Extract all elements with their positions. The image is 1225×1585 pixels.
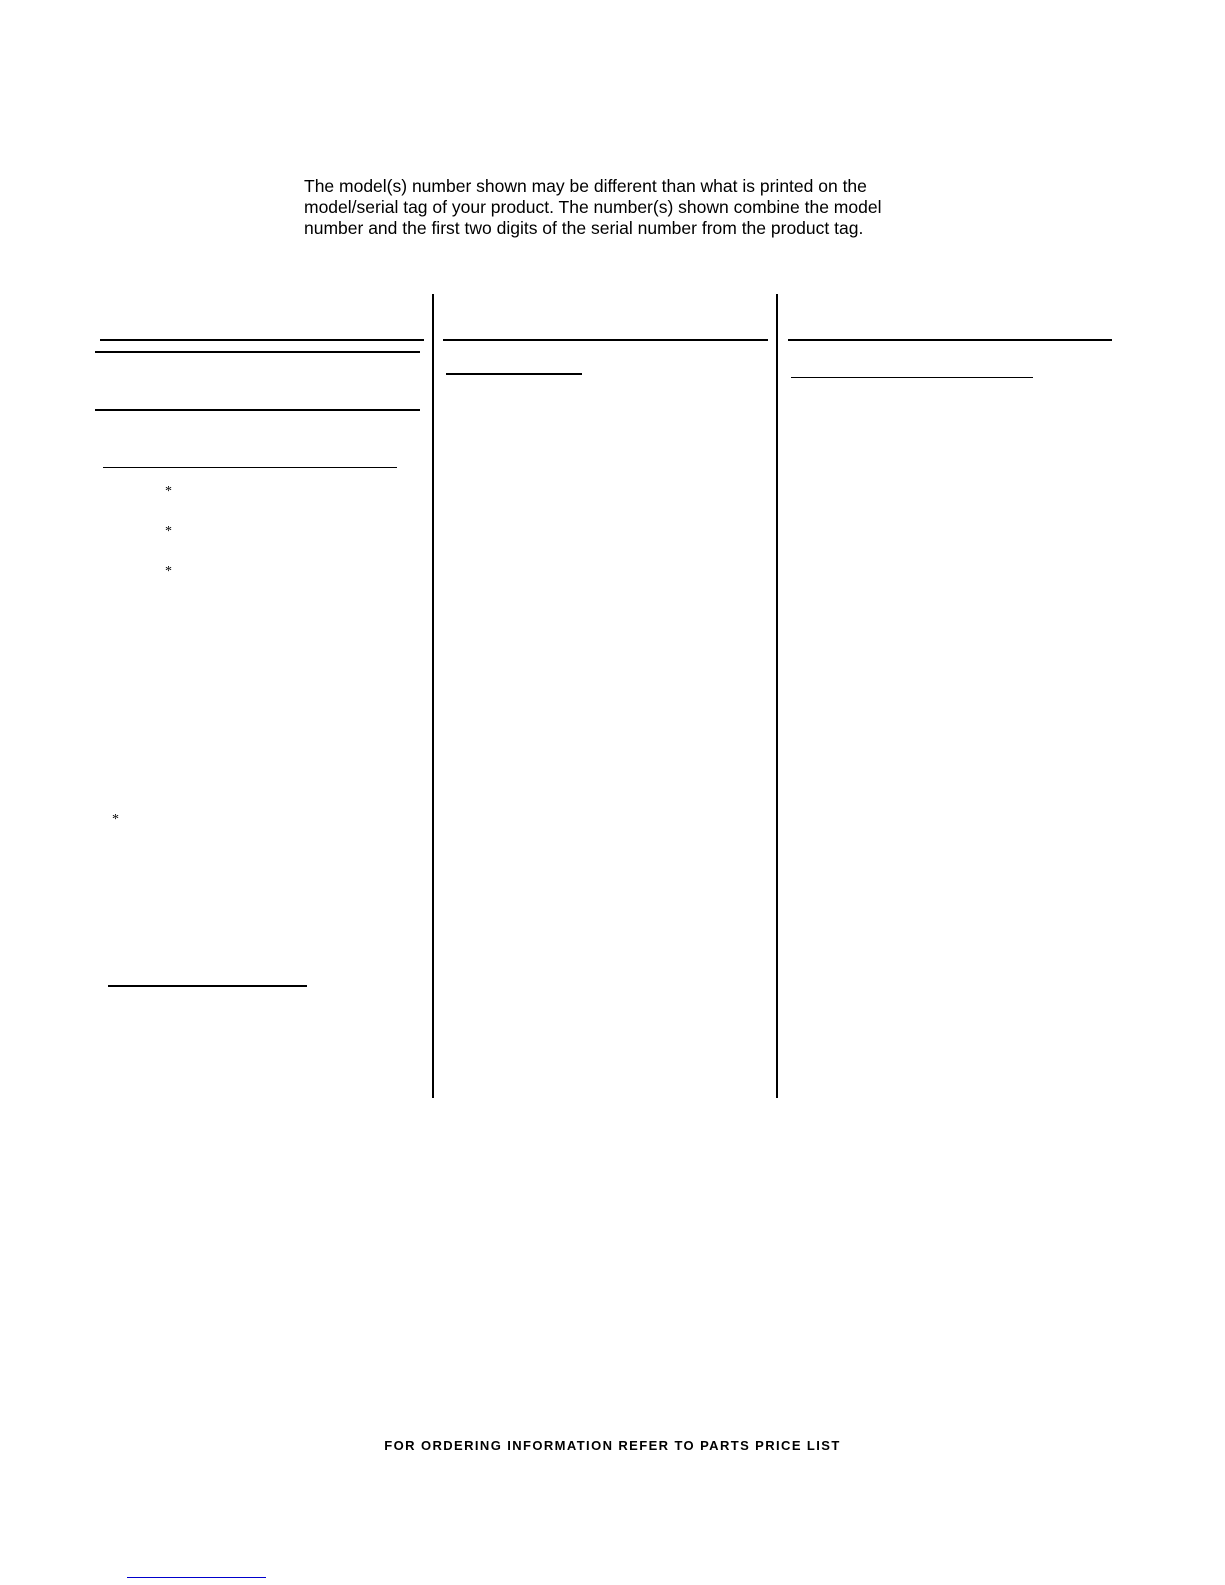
model-number-notice xyxy=(304,176,944,239)
right-column-sub-rule xyxy=(791,377,1033,378)
notice-line-3: number and the first two digits of the serial number from the product tag. xyxy=(304,218,864,238)
middle-column-sub-rule xyxy=(446,373,582,375)
asterisk-marker: * xyxy=(165,564,172,579)
column-divider-right xyxy=(776,294,778,1098)
right-column-header-rule xyxy=(788,339,1112,341)
left-column-lower-rule xyxy=(108,985,307,987)
left-column-rule-2 xyxy=(95,351,420,353)
left-column-section-rule xyxy=(103,467,397,468)
middle-column-header-rule xyxy=(443,339,768,341)
asterisk-marker: * xyxy=(165,524,172,539)
left-column-rule-3 xyxy=(95,409,420,411)
column-divider-left xyxy=(432,294,434,1098)
ordering-information-footer: FOR ORDERING INFORMATION REFER TO PARTS PRICE LIST xyxy=(384,1438,841,1453)
bottom-link-underline[interactable] xyxy=(127,1577,266,1578)
left-column-header-rule xyxy=(100,339,424,341)
notice-line-2: model/serial tag of your product. The number(s) shown combine the model xyxy=(304,197,882,217)
asterisk-marker: * xyxy=(165,484,172,499)
notice-line-1: The model(s) number shown may be different than what is printed on the xyxy=(304,176,867,196)
asterisk-marker: * xyxy=(112,812,119,827)
